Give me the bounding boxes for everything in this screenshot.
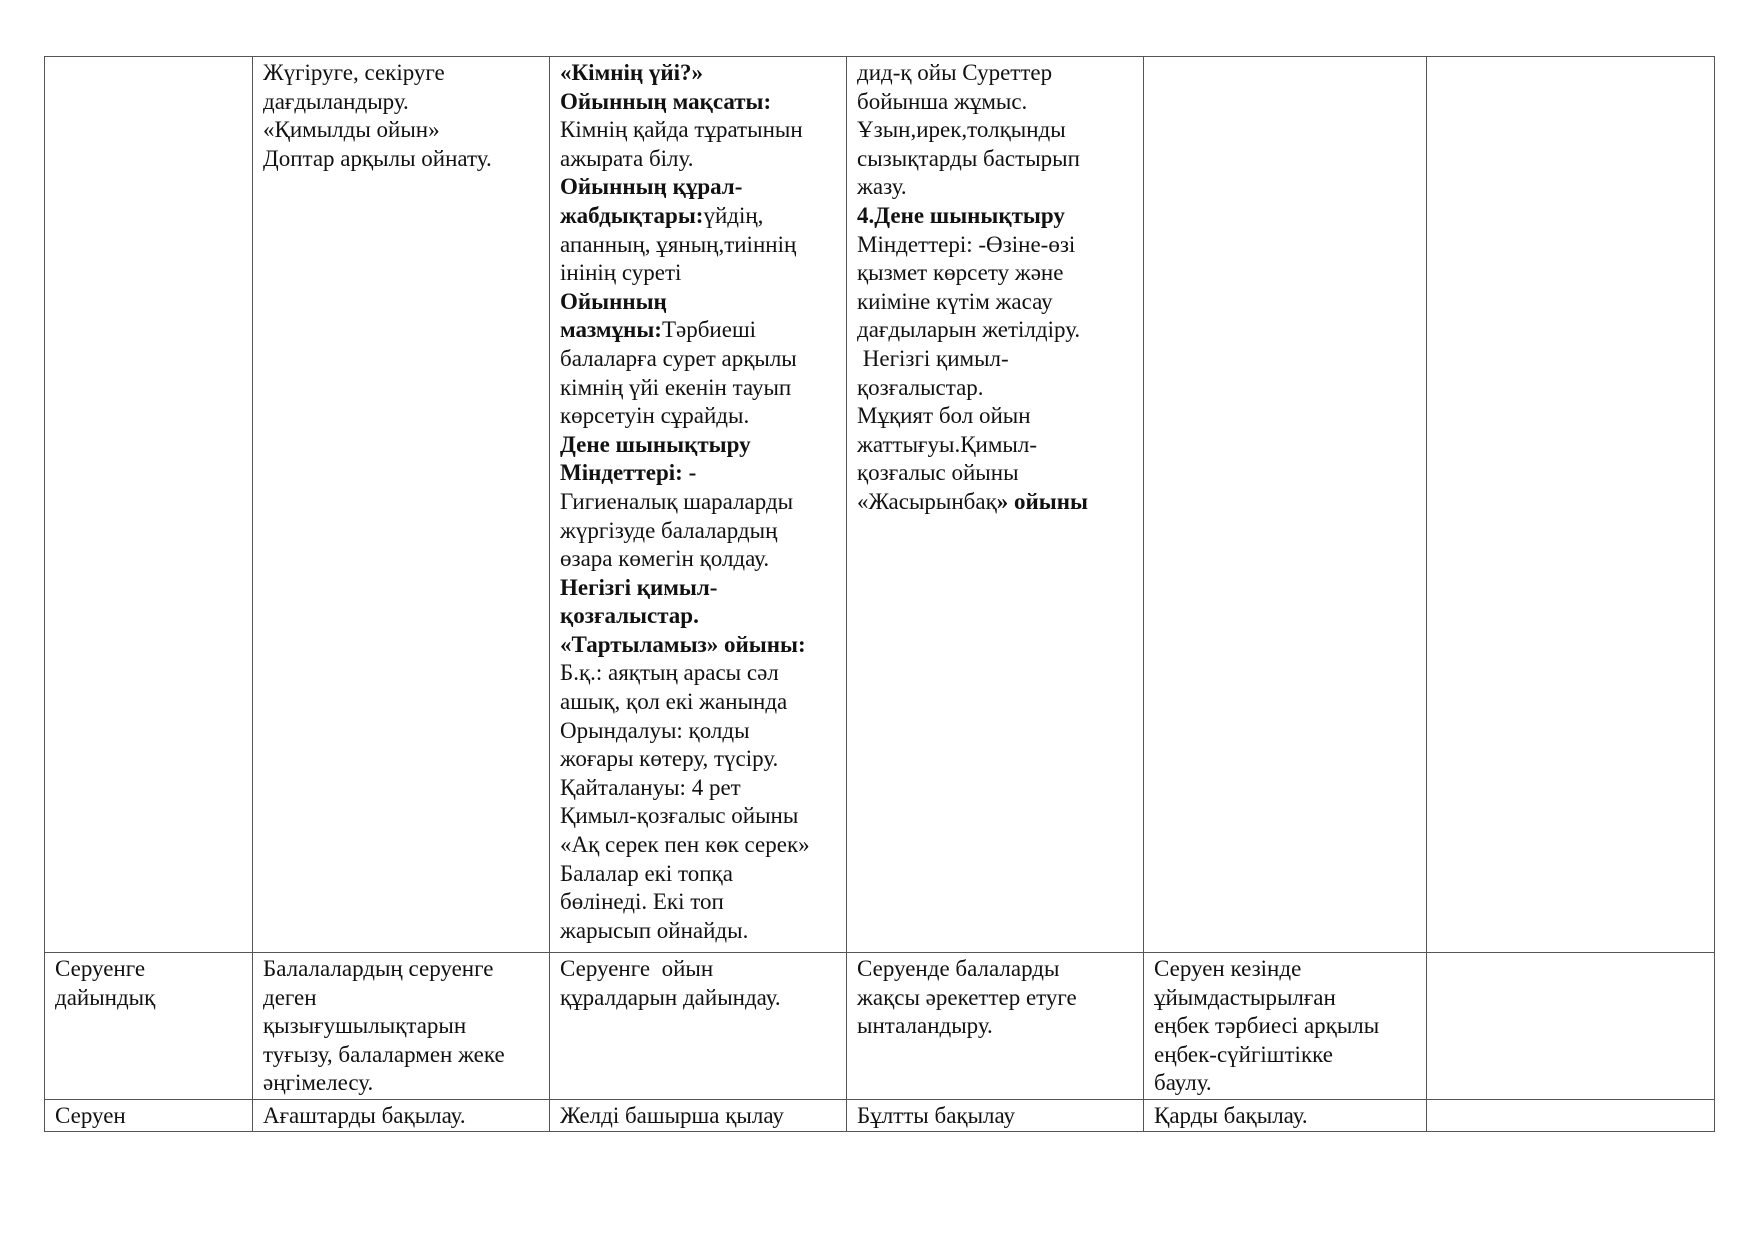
cell-line: ашық, қол екі жанында [560, 689, 788, 715]
cell-line: ынталандыру. [857, 1013, 993, 1039]
cell-line: қозғалыстар. [857, 374, 984, 400]
cell-line: інінің суреті [560, 260, 682, 286]
cell-line: «Ақ серек пен көк серек» [560, 832, 810, 858]
game-equipment-heading: Ойынның құрал- [560, 174, 743, 200]
cell-line [560, 316, 836, 345]
cell-line [560, 202, 836, 231]
cell-line: өзара көмегін қолдау. [560, 546, 770, 572]
table-cell-r2-c2 [253, 953, 550, 1100]
movements-heading-end: қозғалыстар. [560, 603, 699, 629]
cell-line: Б.қ.: аяқтың арасы сәл [560, 660, 779, 686]
table-cell-r2-c5 [1144, 953, 1427, 1100]
cell-line: туғызу, балалармен жеке [263, 1041, 505, 1067]
cell-line: қызығушылықтарын [263, 1013, 467, 1039]
table-cell-r1-c3 [550, 57, 847, 953]
cell-line: Негізгі қимыл- [857, 345, 1009, 371]
cell-line: еңбек-сүйгіштікке [1154, 1041, 1333, 1067]
table-cell-r3-c4 [847, 1100, 1144, 1132]
game-title: «Кімнің үйі?» [560, 60, 704, 85]
cell-line: баулу. [1154, 1070, 1212, 1096]
cell-line: еңбек тәрбиесі арқылы [1154, 1013, 1380, 1039]
table-row [45, 57, 1715, 953]
cell-line: жақсы әрекеттер етуге [857, 984, 1077, 1010]
table-cell-r1-c4 [847, 57, 1144, 953]
cell-line: Ұзын,ирек,толқынды [857, 117, 1066, 143]
cell-line: Бұлтты бақылау [857, 1103, 1016, 1128]
cell-line: деген [263, 984, 317, 1010]
cell-line: ұйымдастырылған [1154, 984, 1336, 1010]
movements-heading: Негізгі қимыл- [560, 574, 718, 600]
table-cell-r1-c1 [45, 57, 253, 953]
game-equipment-text: үйдің, [703, 202, 764, 228]
cell-line: «Қимылды ойын» [263, 117, 440, 143]
cell-line: жазу. [857, 174, 907, 200]
row-label: Серуен [55, 1103, 126, 1128]
cell-line: дағдыларын жетілдіру. [857, 317, 1081, 343]
pe-heading: Дене шынықтыру [560, 431, 751, 457]
cell-line: Серуен кезінде [1154, 956, 1302, 981]
daily-plan-table [44, 56, 1715, 1132]
cell-line: бойынша жұмыс. [857, 88, 1028, 114]
table-cell-r3-c6 [1427, 1100, 1715, 1132]
table-cell-r3-c1 [45, 1100, 253, 1132]
exercise-title: «Тартыламыз» ойыны: [560, 631, 806, 657]
tasks-heading: Міндеттері: - [560, 460, 697, 486]
table-cell-r1-c2 [253, 57, 550, 953]
table-cell-r2-c4 [847, 953, 1144, 1100]
cell-line: қызмет көрсету және [857, 260, 1064, 286]
cell-line: жүргізуде балалардың [560, 517, 778, 543]
cell-line: жарысып ойнайды. [560, 917, 749, 943]
cell-line: әңгімелесу. [263, 1070, 374, 1096]
cell-line: Орындалуы: қолды [560, 717, 750, 743]
cell-line: Міндеттері: -Өзіне-өзі [857, 231, 1076, 257]
table-cell-r3-c2 [253, 1100, 550, 1132]
row-label: дайындық [55, 984, 156, 1010]
table-cell-r3-c5 [1144, 1100, 1427, 1132]
cell-line: апанның, ұяның,тиіннің [560, 231, 797, 257]
table-cell-r2-c3 [550, 953, 847, 1100]
cell-line: Балалалардың серуенге [263, 956, 494, 981]
cell-line: Серуенде балаларды [857, 956, 1060, 981]
pe-heading: 4.Дене шынықтыру [857, 202, 1065, 228]
row-label: Серуенге [55, 956, 146, 981]
game-name: «Жасырынбақ [857, 488, 997, 514]
table-cell-r3-c3 [550, 1100, 847, 1132]
table-cell-r1-c6 [1427, 57, 1715, 953]
cell-line: бөлінеді. Екі топ [560, 889, 724, 915]
cell-line [857, 488, 1133, 517]
game-content-text: Тәрбиеші [661, 317, 757, 343]
cell-line: жаттығуы.Қимыл- [857, 431, 1037, 457]
cell-line: киіміне күтім жасау [857, 288, 1053, 314]
game-content-heading-end: мазмұны: [560, 317, 662, 343]
cell-line: Мұқият бол ойын [857, 403, 1031, 429]
cell-line: Ағаштарды бақылау. [263, 1103, 466, 1128]
table-cell-r2-c1 [45, 953, 253, 1100]
table-row [45, 953, 1715, 1100]
cell-line: дағдыландыру. [263, 88, 409, 114]
cell-line: Қарды бақылау. [1154, 1103, 1308, 1128]
cell-line: құралдарын дайындау. [560, 984, 781, 1010]
cell-line: Серуенге ойын [560, 956, 714, 981]
cell-line: көрсетуін сұрайды. [560, 403, 750, 429]
game-name-suffix: » ойыны [996, 488, 1088, 514]
game-goal-heading: Ойынның мақсаты: [560, 88, 772, 114]
cell-line: Қимыл-қозғалыс ойыны [560, 803, 799, 829]
table-cell-r1-c5 [1144, 57, 1427, 953]
cell-line: балаларға сурет арқылы [560, 345, 797, 371]
cell-line: дид-қ ойы Суреттер [857, 60, 1053, 85]
cell-line: Доптар арқылы ойнату. [263, 145, 492, 171]
cell-line: Жүгіруге, секіруге [263, 60, 445, 85]
cell-line: Гигиеналық шараларды [560, 488, 794, 514]
table-cell-r2-c6 [1427, 953, 1715, 1100]
cell-line: қозғалыс ойыны [857, 460, 1019, 486]
game-equipment-heading-end: жабдықтары: [560, 202, 704, 228]
cell-line: Қайталануы: 4 рет [560, 774, 741, 800]
game-content-heading: Ойынның [560, 288, 667, 314]
cell-line: Желді башырша қылау [560, 1103, 784, 1128]
cell-line: жоғары көтеру, түсіру. [560, 746, 779, 772]
cell-line: Кімнің қайда тұратынын [560, 117, 803, 143]
cell-line: ажырата білу. [560, 145, 694, 171]
cell-line: Балалар екі топқа [560, 860, 733, 886]
cell-line: сызықтарды бастырып [857, 145, 1080, 171]
table-row [45, 1100, 1715, 1132]
cell-line: кімнің үйі екенін тауып [560, 374, 792, 400]
